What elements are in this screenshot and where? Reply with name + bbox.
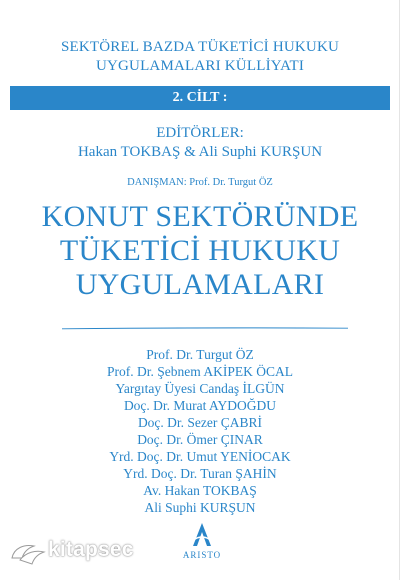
series-title-line-1: SEKTÖREL BAZDA TÜKETİCİ HUKUKU <box>60 39 340 55</box>
editors-label: EDİTÖRLER: <box>156 125 244 141</box>
author-name: Prof. Dr. Şebnem AKİPEK ÖCAL <box>107 364 293 379</box>
aristo-logo-icon <box>191 522 213 548</box>
kitapsec-logo-icon <box>8 538 46 568</box>
book-title-line-3: UYGULAMALARI <box>75 268 325 301</box>
author-name: Doç. Dr. Ömer ÇINAR <box>137 432 263 447</box>
book-title-line-1: KONUT SEKTÖRÜNDE <box>41 200 359 233</box>
book-title-line-2: TÜKETİCİ HUKUKU <box>59 234 341 267</box>
title-underline-swoosh <box>62 325 348 331</box>
author-name: Yrd. Doç. Dr. Turan ŞAHİN <box>123 466 277 481</box>
volume-band <box>10 86 390 110</box>
author-name: Doç. Dr. Murat AYDOĞDU <box>123 398 277 413</box>
volume-label: 2. CİLT : <box>172 90 228 105</box>
editors-block <box>0 124 400 162</box>
book-title <box>0 200 400 302</box>
series-title <box>0 38 400 76</box>
author-list <box>0 346 400 516</box>
editors-names: Hakan TOKBAŞ & Ali Suphi KURŞUN <box>77 144 323 160</box>
author-name: Yargıtay Üyesi Candaş İLGÜN <box>115 381 285 396</box>
watermark-text: kitapsec <box>48 538 134 561</box>
author-name: Yrd. Doç. Dr. Umut YENİOCAK <box>109 449 291 464</box>
publisher-logo <box>180 522 224 572</box>
publisher-name: ARISTO <box>182 550 222 560</box>
watermark <box>8 536 158 570</box>
author-name: Doç. Dr. Sezer ÇABRİ <box>137 415 263 430</box>
advisor-line: DANIŞMAN: Prof. Dr. Turgut ÖZ <box>127 177 273 188</box>
author-name: Prof. Dr. Turgut ÖZ <box>146 347 254 362</box>
author-name: Ali Suphi KURŞUN <box>144 500 256 515</box>
series-title-line-2: UYGULAMALARI KÜLLİYATI <box>95 58 305 74</box>
author-name: Av. Hakan TOKBAŞ <box>143 483 257 498</box>
